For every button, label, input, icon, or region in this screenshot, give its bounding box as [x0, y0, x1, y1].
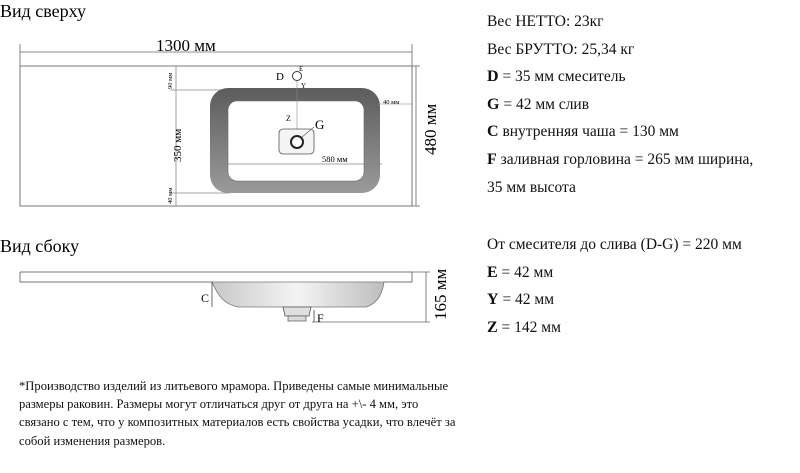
letter-c: C — [201, 291, 210, 305]
gap-right-label: 40 мм — [383, 99, 400, 106]
top-view-title: Вид сверху — [0, 1, 86, 21]
width-label: 1300 мм — [156, 36, 216, 55]
spec-row: C внутренняя чаша = 130 мм — [487, 123, 679, 141]
bowl-height-label: 350 мм — [172, 128, 184, 162]
spec-row: Вес БРУТТО: 25,34 кг — [487, 40, 635, 58]
letter-z: Z — [286, 114, 291, 123]
side-profile — [20, 272, 412, 321]
letter-d: D — [276, 71, 284, 83]
depth-label: 480 мм — [421, 103, 440, 155]
spec-row: Z = 142 мм — [487, 318, 561, 336]
letter-f: F — [317, 311, 324, 325]
depth-dimension — [412, 66, 420, 206]
spec-row: G = 42 мм слив — [487, 95, 590, 113]
gap-bottom-label: 40 мм — [167, 187, 174, 204]
spec-row: E = 42 мм — [487, 263, 554, 281]
spec-row: Y = 42 мм — [487, 291, 555, 309]
spec-row: От смесителя до слива (D-G) = 220 мм — [487, 236, 742, 253]
width-dimension — [20, 44, 412, 66]
spec-row: F заливная горловина = 265 мм ширина, — [487, 150, 754, 168]
side-view-title: Вид сбоку — [0, 236, 80, 256]
spec-row: D = 35 мм смеситель — [487, 68, 626, 86]
spec-row: Вес НЕТТО: 23кг — [487, 13, 604, 30]
footnote: *Производство изделий из литьевого мрамора. Приведены самые минимальные размеры раковин. Размеры могут отличаться друг от друга на +\- 4 мм, это связано с тем, что у композитных материалов есть свойства усадки, что влечёт за собой изменения размеров. — [19, 379, 456, 448]
spec-row: 35 мм высота — [487, 178, 576, 196]
letter-e: E — [299, 65, 304, 73]
letter-g: G — [315, 117, 325, 132]
gap-top-label: 90 мм — [167, 72, 174, 89]
letter-y: Y — [301, 82, 307, 90]
drain-hole — [291, 136, 303, 148]
bowl-width-label: 580 мм — [322, 154, 348, 164]
specs-list-top — [487, 8, 753, 201]
height-label: 165 мм — [431, 268, 450, 320]
specs-list-bottom — [487, 231, 742, 341]
